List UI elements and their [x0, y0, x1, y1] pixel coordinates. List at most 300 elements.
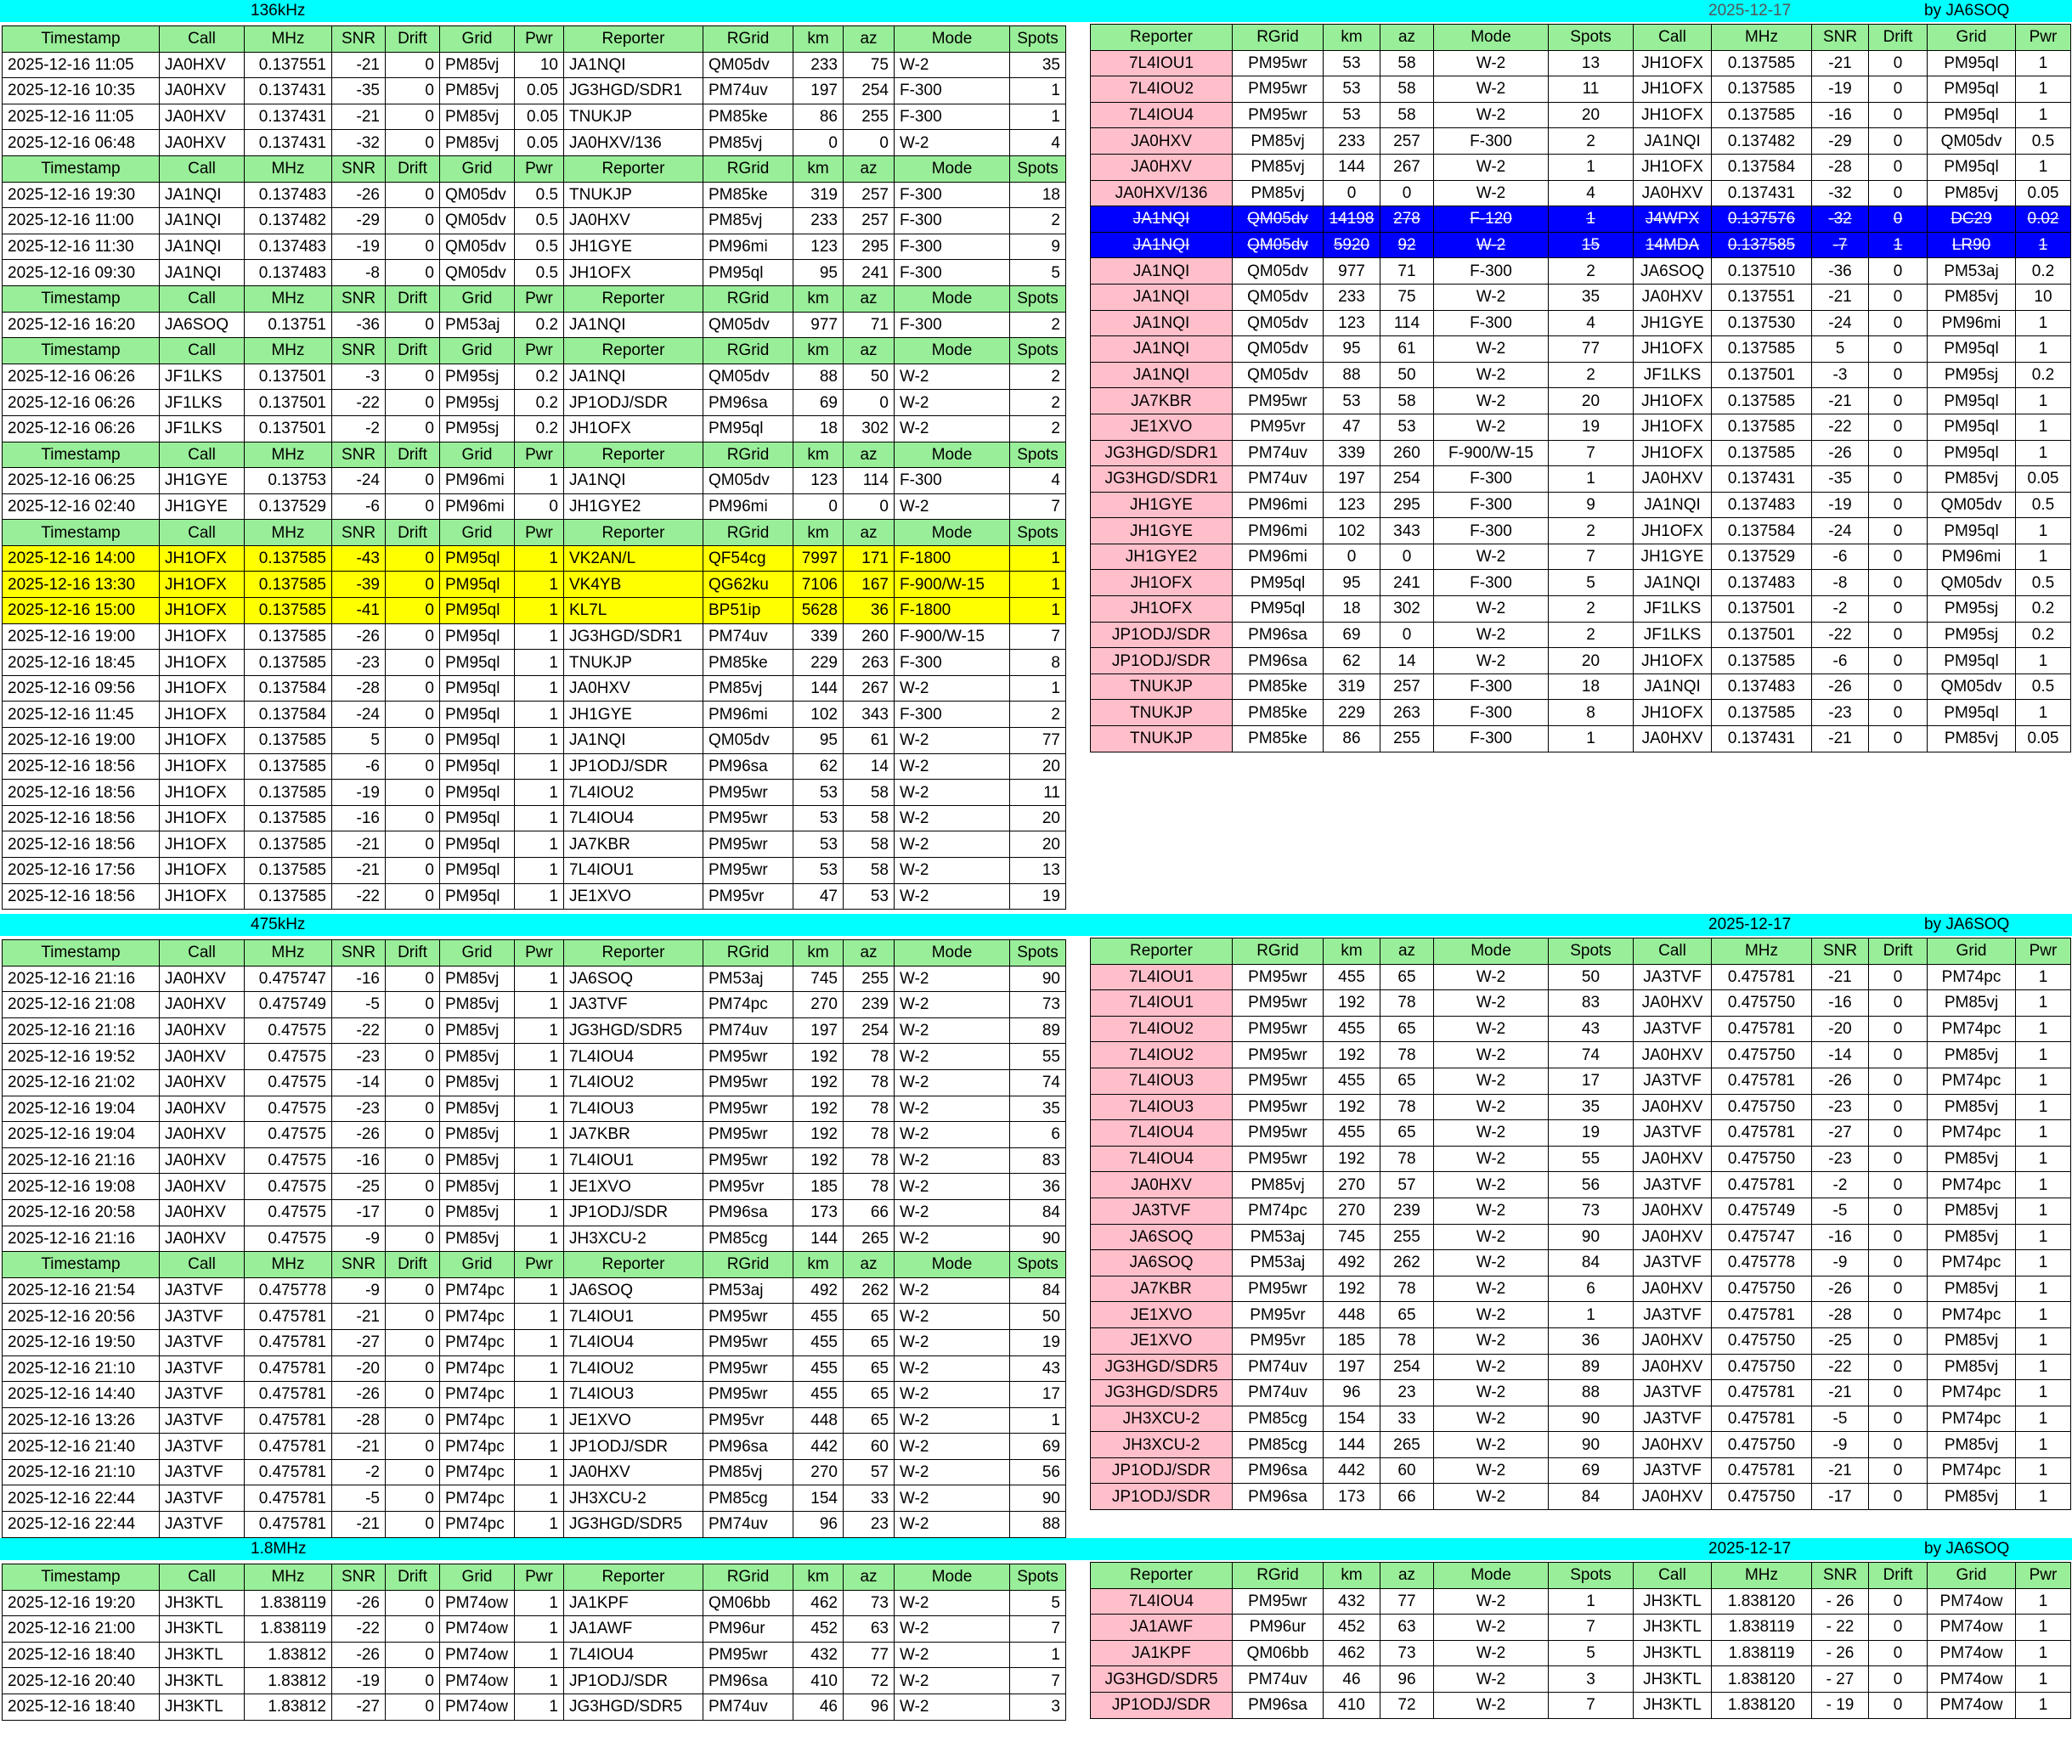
table-row-cell: PM95ql [440, 702, 515, 728]
table-row-cell: 0 [386, 1199, 440, 1226]
table-row-cell: 8 [1010, 650, 1066, 676]
table-row-cell: -21 [1812, 388, 1869, 414]
table-row-cell: J4WPX [1634, 206, 1712, 233]
table-row-cell: 10 [2016, 284, 2071, 310]
table-row-cell: -24 [1812, 518, 1869, 544]
table-row-cell: PM95ql [440, 572, 515, 598]
table-row-cell: 270 [1324, 1172, 1380, 1198]
table-row-cell: JH1OFX [1634, 76, 1712, 103]
table-row-cell: 0 [1869, 990, 1928, 1017]
table-row-cell: 1 [515, 468, 564, 494]
table-row-cell: PM96mi [1233, 544, 1324, 570]
table-row-cell: JH1OFX [160, 572, 245, 598]
table-row-cell: JH1OFX [1634, 414, 1712, 440]
table-row-cell: 270 [793, 992, 844, 1018]
table-row-cell: 0 [386, 598, 440, 624]
table-row-cell: 0.137585 [245, 728, 332, 754]
table-row-cell: 84 [1010, 1277, 1066, 1304]
column-header-row-cell: SNR [332, 1252, 386, 1278]
table-row-cell: PM85ke [703, 650, 793, 676]
table-row [1091, 102, 2071, 128]
table-row-cell: 1 [1010, 598, 1066, 624]
table-row-cell: 2025-12-16 18:56 [3, 883, 160, 910]
table-row-cell: 56 [1549, 1172, 1634, 1198]
column-header-row-cell: Reporter [564, 940, 703, 967]
table-row [3, 675, 1066, 702]
table-row-cell: 1 [2016, 990, 2071, 1017]
table-row-cell: QM05dv [1233, 284, 1324, 310]
table-row-cell: JA1NQI [564, 312, 703, 338]
table-row-cell: PM74pc [1928, 1457, 2016, 1484]
table-row-cell: PM74pc [440, 1277, 515, 1304]
table-row-cell: PM85vj [1928, 466, 2016, 493]
table-row-cell: 33 [1380, 1406, 1434, 1432]
column-header-row-cell: Spots [1549, 25, 1634, 51]
table-row-cell: W-2 [895, 1616, 1010, 1643]
table-row-cell: 1 [515, 1174, 564, 1200]
table-row-cell: 0.137431 [1712, 466, 1812, 493]
table-row-cell: QM05dv [440, 208, 515, 234]
table-row [3, 1122, 1066, 1148]
table-row-cell: JA1NQI [1634, 570, 1712, 596]
table-row-cell: JA3TVF [1634, 1302, 1712, 1328]
table-row-cell: 0.475781 [245, 1329, 332, 1355]
table-row-cell: 69 [1324, 622, 1380, 648]
table-row [3, 390, 1066, 416]
table-row-cell: 239 [844, 992, 895, 1018]
table-row-cell: 2025-12-16 20:40 [3, 1668, 160, 1694]
table-row-cell: JA3TVF [160, 1407, 245, 1434]
column-header-row-cell: Reporter [564, 520, 703, 546]
spots-by-reporter-table [1090, 24, 2071, 752]
table-row-cell: 1 [515, 1044, 564, 1070]
table-row [1091, 1327, 2071, 1354]
table-row-cell: 0 [1869, 596, 1928, 623]
table-row-cell: 0 [1869, 1016, 1928, 1042]
table-row-cell: PM74pc [1928, 1016, 2016, 1042]
column-header-row-cell: SNR [1812, 25, 1869, 51]
table-row-cell: 2025-12-16 21:10 [3, 1355, 160, 1382]
table-row-cell: JE1XVO [1091, 1302, 1233, 1328]
table-row-cell: 1 [1010, 545, 1066, 572]
table-row-cell: F-300 [1434, 258, 1549, 285]
table-row-cell: 0.475778 [245, 1277, 332, 1304]
table-row-cell: JH1OFX [1634, 440, 1712, 466]
table-row-cell: 2 [1549, 362, 1634, 388]
table-row-cell: PM95ql [440, 650, 515, 676]
table-row-cell: W-2 [1434, 1457, 1549, 1484]
table-row-cell: 2025-12-16 21:16 [3, 1147, 160, 1174]
column-header-row-cell: az [844, 1564, 895, 1591]
table-row-cell: JA1NQI [1091, 310, 1233, 336]
table-row-cell: 14198 [1324, 206, 1380, 233]
table-row-cell: -26 [1812, 1068, 1869, 1094]
table-row-cell: 0.137510 [1712, 258, 1812, 285]
column-header-row-cell: az [1380, 938, 1434, 965]
table-row-cell: 10 [515, 52, 564, 78]
table-row [3, 1434, 1066, 1460]
column-header-row-cell: Spots [1549, 938, 1634, 965]
table-row [1091, 76, 2071, 103]
table-row-cell: PM96mi [440, 493, 515, 520]
table-row-cell: JH1GYE [1091, 518, 1233, 544]
table-row-cell: 72 [1380, 1692, 1434, 1718]
table-row-cell: W-2 [895, 1512, 1010, 1538]
table-row [3, 493, 1066, 520]
table-row-cell: JH1OFX [160, 883, 245, 910]
table-row-cell: 58 [844, 805, 895, 831]
table-row-cell: JH1OFX [1634, 102, 1712, 128]
table-row-cell: 270 [1324, 1198, 1380, 1224]
table-row-cell: 0.2 [515, 390, 564, 416]
table-row-cell: 2025-12-16 18:40 [3, 1694, 160, 1720]
table-row-cell: PM74ow [440, 1616, 515, 1643]
table-row-cell: 19 [1010, 1329, 1066, 1355]
table-row-cell: W-2 [1434, 1406, 1549, 1432]
table-row-cell: PM96mi [1233, 518, 1324, 544]
table-row-cell: PM74uv [703, 623, 793, 650]
table-row-cell: VK4YB [564, 572, 703, 598]
table-row-cell: 0 [1869, 466, 1928, 493]
table-row-cell: 0 [386, 1668, 440, 1694]
column-header-row-cell: SNR [1812, 938, 1869, 965]
table-row-cell: 339 [1324, 440, 1380, 466]
table-row-cell: PM95ql [440, 598, 515, 624]
column-header-row-cell: Call [160, 1252, 245, 1278]
table-row-cell: 2 [1010, 390, 1066, 416]
table-row-cell: PM95vr [1233, 1302, 1324, 1328]
table-row-cell: PM74uv [703, 78, 793, 104]
table-row-cell: W-2 [895, 728, 1010, 754]
table-row-cell: 2025-12-16 19:04 [3, 1096, 160, 1122]
table-row-cell: PM85vj [1928, 1327, 2016, 1354]
table-row-cell: JH1OFX [160, 650, 245, 676]
table-row-cell: -23 [332, 1044, 386, 1070]
table-row-cell: 977 [1324, 258, 1380, 285]
table-row-cell: 0 [1869, 76, 1928, 103]
table-row-cell: PM85vj [1928, 1224, 2016, 1250]
table-row-cell: 0 [386, 312, 440, 338]
table-row-cell: 0.137501 [1712, 596, 1812, 623]
table-row-cell: 0 [1869, 1640, 1928, 1666]
table-row-cell: W-2 [1434, 414, 1549, 440]
table-row-cell: -35 [332, 78, 386, 104]
table-row-cell: JH1OFX [1634, 388, 1712, 414]
table-row-cell: W-2 [1434, 1250, 1549, 1277]
column-header-row-cell: Spots [1010, 155, 1066, 182]
table-row-cell: PM95wr [1233, 1146, 1324, 1172]
table-row-cell: 0 [386, 1277, 440, 1304]
table-row-cell: PM85vj [440, 1174, 515, 1200]
table-row-cell: 0 [386, 883, 440, 910]
table-row-cell: JA0HXV [160, 992, 245, 1018]
column-header-row-cell: Reporter [1091, 1563, 1233, 1589]
table-row-cell: 1 [2016, 414, 2071, 440]
table-row-cell: -24 [1812, 310, 1869, 336]
table-row-cell: W-2 [895, 1694, 1010, 1720]
table-row-cell: 0 [1869, 518, 1928, 544]
table-row-cell: JP1ODJ/SDR [1091, 1457, 1233, 1484]
table-row-cell: 192 [793, 1044, 844, 1070]
table-row-cell: 0 [1869, 700, 1928, 726]
table-row [1091, 336, 2071, 363]
table-row-cell: 65 [1380, 964, 1434, 990]
table-row [1091, 518, 2071, 544]
table-row-cell: 432 [793, 1642, 844, 1668]
table-row-cell: TNUKJP [564, 182, 703, 208]
table-row-cell: 0.475781 [1712, 1302, 1812, 1328]
table-row-cell: 0 [844, 130, 895, 156]
table-row-cell: 2025-12-16 19:00 [3, 623, 160, 650]
table-row-cell: PM74ow [440, 1668, 515, 1694]
table-row-cell: 1 [2016, 50, 2071, 76]
table-row-cell: 55 [1549, 1146, 1634, 1172]
table-row-cell: JA0HXV [1634, 1198, 1712, 1224]
table-row [3, 312, 1066, 338]
table-row-cell: 144 [793, 675, 844, 702]
table-row-cell: PM95ql [1928, 50, 2016, 76]
table-row-cell: JA1NQI [1091, 284, 1233, 310]
table-row-cell: JP1ODJ/SDR [1091, 622, 1233, 648]
table-row-cell: JA0HXV [160, 1122, 245, 1148]
table-row-cell: -2 [332, 1459, 386, 1485]
table-row-cell: F-300 [895, 312, 1010, 338]
table-row-cell: 84 [1010, 1199, 1066, 1226]
table-row-cell: 58 [844, 831, 895, 858]
table-row-cell: JA3TVF [1634, 964, 1712, 990]
column-header-row-cell: Mode [1434, 1563, 1549, 1589]
table-row-cell: 0.475750 [1712, 1094, 1812, 1120]
table-row-cell: 0.05 [515, 78, 564, 104]
table-row-cell: 1 [2016, 76, 2071, 103]
table-row-cell: PM96sa [703, 1668, 793, 1694]
table-row-cell: -27 [332, 1694, 386, 1720]
table-row-cell: PM96mi [703, 234, 793, 260]
table-row-cell: 0.137551 [245, 52, 332, 78]
table-row-cell: 167 [844, 572, 895, 598]
table-row [3, 1304, 1066, 1330]
table-row [1091, 388, 2071, 414]
table-row-cell: JH1OFX [160, 675, 245, 702]
table-row-cell: W-2 [1434, 1432, 1549, 1458]
table-row-cell: W-2 [895, 364, 1010, 390]
column-header-row-cell: Timestamp [3, 1252, 160, 1278]
table-row-cell: JA1NQI [564, 52, 703, 78]
table-row-cell: PM96sa [703, 753, 793, 780]
table-row-cell: 65 [844, 1355, 895, 1382]
table-row-cell: PM95ql [440, 545, 515, 572]
table-row-cell: JH3XCU-2 [1091, 1432, 1233, 1458]
table-row-cell: -25 [1812, 1327, 1869, 1354]
column-header-row-cell: km [793, 520, 844, 546]
table-row-cell: 192 [793, 1122, 844, 1148]
table-row-cell: PM95wr [703, 780, 793, 806]
table-row-cell: -32 [332, 130, 386, 156]
table-row-cell: W-2 [1434, 1172, 1549, 1198]
table-row-cell: W-2 [895, 1017, 1010, 1044]
table-row-cell: PM85ke [703, 104, 793, 130]
table-row-cell: JA0HXV [160, 52, 245, 78]
table-row-cell: W-2 [895, 415, 1010, 442]
column-header-row-cell: SNR [332, 338, 386, 364]
column-header-row-cell: Call [160, 940, 245, 967]
table-row-cell: 1 [515, 1199, 564, 1226]
table-row [1091, 544, 2071, 570]
table-row-cell: 0 [1869, 128, 1928, 155]
table-row-cell: 0.137529 [245, 493, 332, 520]
table-row-cell: 35 [1549, 1094, 1634, 1120]
table-row-cell: 75 [844, 52, 895, 78]
table-row-cell: 0.137431 [245, 104, 332, 130]
table-row-cell: 20 [1549, 388, 1634, 414]
table-row-cell: 50 [1549, 964, 1634, 990]
column-header-row-cell: Mode [895, 520, 1010, 546]
table-row-cell: 1 [515, 966, 564, 992]
table-row-cell: 7L4IOU4 [1091, 102, 1233, 128]
table-row-cell: JH1OFX [160, 858, 245, 884]
table-row-cell: PM95wr [703, 1044, 793, 1070]
table-row-cell: PM95wr [1233, 1068, 1324, 1094]
table-row-cell: 0 [1869, 1042, 1928, 1068]
table-row-cell: PM53aj [1233, 1224, 1324, 1250]
table-row-cell: PM74uv [703, 1017, 793, 1044]
table-row-cell: JA1NQI [1091, 336, 1233, 363]
table-row-cell: 13 [1010, 858, 1066, 884]
table-row-cell: 69 [793, 390, 844, 416]
table-row-cell: -5 [1812, 1198, 1869, 1224]
table-row [3, 858, 1066, 884]
table-row-cell: PM95sj [440, 364, 515, 390]
table-row-cell: 1 [2016, 1666, 2071, 1693]
table-row-cell: PM85vj [1233, 1172, 1324, 1198]
table-row-cell: 35 [1549, 284, 1634, 310]
table-row-cell: -26 [332, 182, 386, 208]
table-row-cell: 0.2 [2016, 622, 2071, 648]
table-row-cell: 0 [386, 1174, 440, 1200]
table-row-cell: PM85vj [703, 208, 793, 234]
table-row-cell: 78 [844, 1044, 895, 1070]
table-row-cell: 96 [793, 1512, 844, 1538]
table-row-cell: W-2 [1434, 1042, 1549, 1068]
table-row-cell: 262 [844, 1277, 895, 1304]
column-header-row-cell: RGrid [703, 1252, 793, 1278]
table-row-cell: 1 [515, 598, 564, 624]
table-row-cell: F-300 [895, 182, 1010, 208]
table-row-cell: 452 [793, 1616, 844, 1643]
table-row-cell: -41 [332, 598, 386, 624]
table-row-cell: -26 [1812, 673, 1869, 700]
table-row-cell: 0 [386, 650, 440, 676]
table-row-cell: JA0HXV [1634, 1094, 1712, 1120]
table-row-cell: PM95wr [1233, 1016, 1324, 1042]
table-row-cell: -8 [332, 260, 386, 286]
table-row [3, 1407, 1066, 1434]
table-row-cell: 0 [1380, 180, 1434, 206]
table-row-cell: 144 [793, 1226, 844, 1252]
table-row [1091, 673, 2071, 700]
table-row-cell: TNUKJP [1091, 673, 1233, 700]
table-row-cell: 19 [1549, 1120, 1634, 1147]
column-header-row-cell: Pwr [515, 338, 564, 364]
table-row [1091, 1640, 2071, 1666]
table-row-cell: PM95ql [703, 415, 793, 442]
table-row-cell: JA1NQI [1091, 232, 1233, 258]
table-row [3, 1382, 1066, 1408]
table-row-cell: JH3KTL [160, 1694, 245, 1720]
table-row-cell: -24 [332, 468, 386, 494]
table-row-cell: 2025-12-16 09:30 [3, 260, 160, 286]
table-row-cell: 442 [1324, 1457, 1380, 1484]
table-row-cell: 452 [1324, 1615, 1380, 1641]
table-row-cell: 0 [386, 1069, 440, 1096]
table-row-cell: 0 [793, 493, 844, 520]
table-row-cell: 7L4IOU4 [564, 1044, 703, 1070]
table-row-cell: JG3HGD/SDR1 [1091, 466, 1233, 493]
table-row-cell: 0.137501 [245, 364, 332, 390]
table-row-cell: 60 [1380, 1457, 1434, 1484]
table-row-cell: -2 [1812, 1172, 1869, 1198]
table-row-cell: 7 [1549, 544, 1634, 570]
table-row-cell: JA0HXV/136 [1091, 180, 1233, 206]
table-row-cell: 0.137483 [245, 182, 332, 208]
table-row-cell: 95 [1324, 570, 1380, 596]
table-row-cell: 185 [793, 1174, 844, 1200]
table-row-cell: -21 [332, 1512, 386, 1538]
table-row-cell: 0 [386, 364, 440, 390]
table-row-cell: - 19 [1812, 1692, 1869, 1718]
table-row-cell: JA1NQI [1091, 258, 1233, 285]
table-row-cell: W-2 [1434, 76, 1549, 103]
table-row-cell: 5920 [1324, 232, 1380, 258]
table-row-cell: JP1ODJ/SDR [564, 390, 703, 416]
table-row-cell: 36 [1549, 1327, 1634, 1354]
table-row-cell: W-2 [1434, 388, 1549, 414]
table-row-cell: QM05dv [440, 182, 515, 208]
table-row-cell: PM95ql [1928, 388, 2016, 414]
table-row-cell: -6 [332, 753, 386, 780]
table-row-cell: 88 [793, 364, 844, 390]
table-row-cell: JH1OFX [160, 623, 245, 650]
table-row-cell: 123 [793, 234, 844, 260]
column-header-row-cell: MHz [1712, 25, 1812, 51]
table-row [1091, 1042, 2071, 1068]
table-row-cell: W-2 [895, 1147, 1010, 1174]
table-row [3, 831, 1066, 858]
table-row-cell: 43 [1010, 1355, 1066, 1382]
table-row-cell: 2025-12-16 11:45 [3, 702, 160, 728]
table-row-cell: JH1GYE2 [1091, 544, 1233, 570]
table-row-cell: JA0HXV [564, 675, 703, 702]
column-header-row-cell: Call [160, 442, 245, 468]
table-row-cell: 20 [1549, 102, 1634, 128]
column-header-row-cell: Drift [386, 520, 440, 546]
table-row [3, 780, 1066, 806]
table-row-cell: 0 [386, 208, 440, 234]
table-row-cell: 2 [1549, 596, 1634, 623]
table-row-cell: 73 [844, 1590, 895, 1616]
column-header-row-cell: Grid [1928, 25, 2016, 51]
table-row-cell: JA1NQI [1634, 492, 1712, 518]
table-row-cell: PM74pc [440, 1434, 515, 1460]
column-header-row-cell: Spots [1010, 338, 1066, 364]
table-row-cell: F-300 [1434, 673, 1549, 700]
table-row-cell: 0.137483 [1712, 492, 1812, 518]
table-row [3, 1668, 1066, 1694]
table-row-cell: 0 [386, 1459, 440, 1485]
table-row-cell: JA3TVF [160, 1485, 245, 1512]
table-row-cell: PM85vj [1233, 128, 1324, 155]
table-row-cell: 1 [2016, 1406, 2071, 1432]
